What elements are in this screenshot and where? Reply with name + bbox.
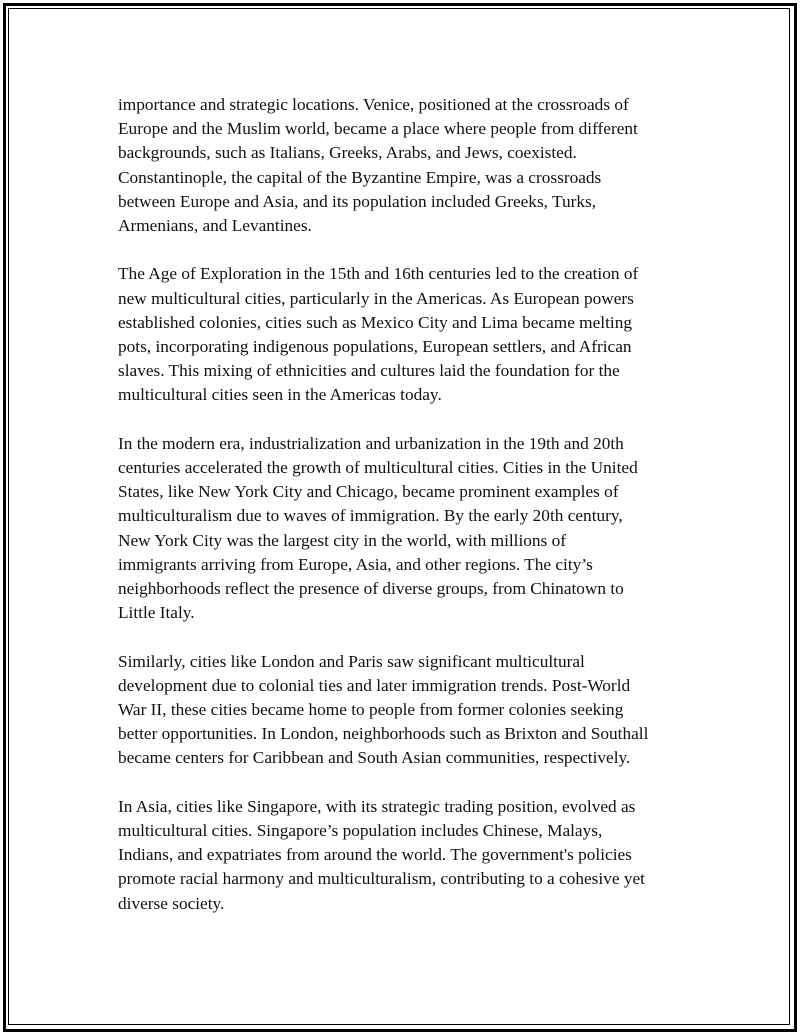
paragraph-modern-era: In the modern era, industrialization and urbanization in the 19th and 20th centuries accelerated the growth of multicultural cities. Cities in the United States, like New York City and Chicago, became prominent examples of multiculturalism due to waves of immigration. By the early 20th century, New York City was the largest city in the world, with millions of immigrants arriving from Europe, Asia, and other regions. The city’s neighborhoods reflect the presence of diverse groups, from Chinatown to Little Italy. (118, 433, 638, 623)
paragraph-asia-singapore: In Asia, cities like Singapore, with its strategic trading position, evolved as multicultural cities. Singapore’s population includes Chinese, Malays, Indians, and expatriates from around the world. The government's policies promote racial harmony and multiculturalism, contributing to a cohesive yet diverse society. (118, 796, 645, 913)
paragraph-london-paris: Similarly, cities like London and Paris saw significant multicultural development due to colonial ties and later immigration trends. Post-World War II, these cities became home to people from former colonies seeking better opportunities. In London, neighborhoods such as Brixton and Southall became centers for Caribbean and South Asian communities, respectively. (118, 651, 649, 768)
paragraph-venice-constantinople: importance and strategic locations. Venice, positioned at the crossroads of Europe and the Muslim world, became a place where people from different backgrounds, such as Italians, Greeks, Arabs, and Jews, coexisted. Constantinople, the capital of the Byzantine Empire, was a crossroads between Europe and Asia, and its population included Greeks, Turks, Armenians, and Levantines. (118, 95, 638, 236)
document-body (118, 93, 698, 940)
paragraph-age-of-exploration: The Age of Exploration in the 15th and 16th centuries led to the creation of new multicultural cities, particularly in the Americas. As European powers established colonies, cities such as Mexico City and Lima became melting pots, incorporating indigenous populations, European settlers, and African slaves. This mixing of ethnicities and cultures laid the foundation for the multicultural cities seen in the Americas today. (118, 264, 639, 405)
